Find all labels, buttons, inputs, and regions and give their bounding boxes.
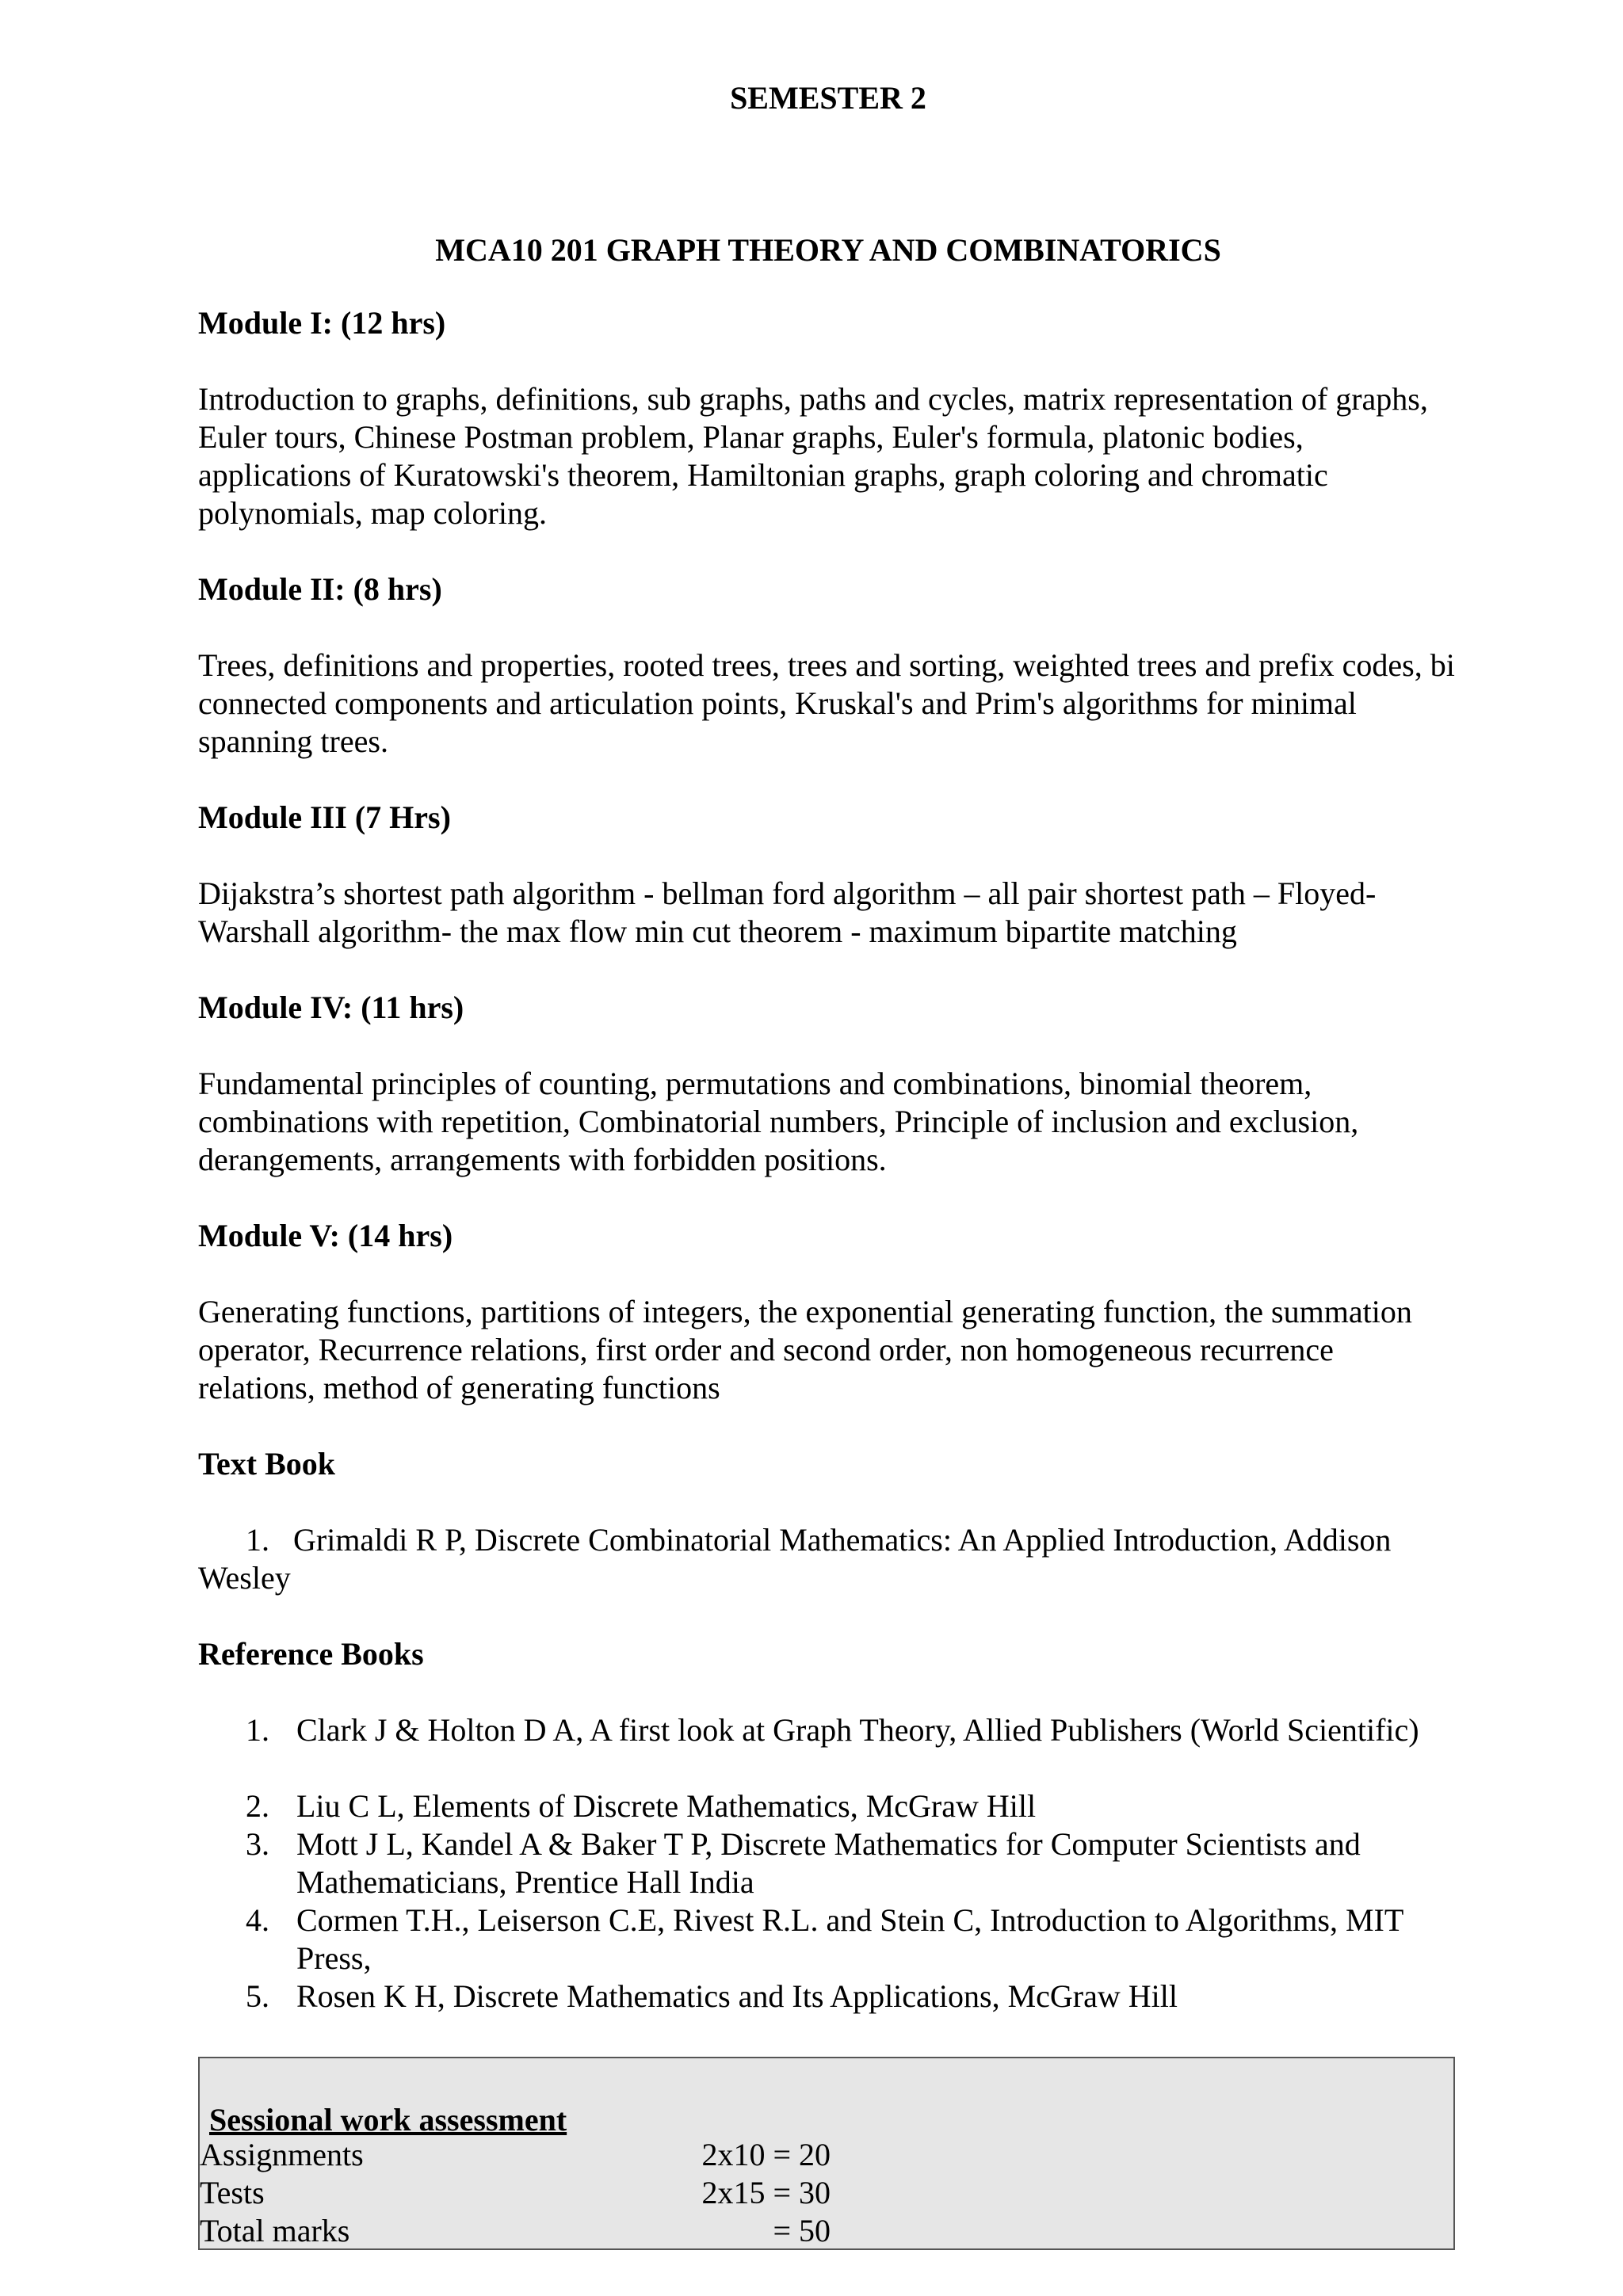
- reference-books-heading: Reference Books: [198, 1636, 424, 1672]
- text-book-heading: Text Book: [198, 1446, 336, 1482]
- course-title: MCA10 201 GRAPH THEORY AND COMBINATORICS: [435, 232, 1221, 268]
- module-1-text: Introduction to graphs, definitions, sub graphs, paths and cycles, matrix representation of graphs, Euler tours, Chinese Postman problem, Planar graphs, Euler's formula, platonic bodies, applications of Kuratowski's theorem, Hamiltonian graphs, graph coloring and chromatic polynomials, map coloring.: [198, 381, 1428, 531]
- text-book-item: [198, 1521, 1458, 1597]
- assessment-value: 2x10 = 20: [701, 2137, 831, 2172]
- module-3-heading: Module III (7 Hrs): [198, 799, 451, 835]
- reference-item-text: Rosen K H, Discrete Mathematics and Its Applications, McGraw Hill: [296, 1978, 1178, 2014]
- reference-item-text: Liu C L, Elements of Discrete Mathematics, McGraw Hill: [296, 1788, 1037, 1824]
- assessment-label: Assignments: [200, 2137, 364, 2172]
- reference-item: [246, 1901, 1458, 1978]
- reference-item: [246, 1711, 1458, 1749]
- assessment-value: 2x15 = 30: [701, 2175, 831, 2210]
- assessment-value: = 50: [773, 2213, 831, 2248]
- reference-item: [246, 1825, 1458, 1901]
- reference-item-text: Cormen T.H., Leiserson C.E, Rivest R.L. and Stein C, Introduction to Algorithms, MIT Press,: [296, 1902, 1403, 1976]
- module-1-heading: Module I: (12 hrs): [198, 305, 446, 341]
- assessment-label: Tests: [200, 2175, 265, 2210]
- reference-item-text: Mott J L, Kandel A & Baker T P, Discrete Mathematics for Computer Scientists and Mathematicians, Prentice Hall India: [296, 1826, 1361, 1900]
- text-book-item-number: 1.: [246, 1522, 269, 1558]
- assessment-title: Sessional work assessment: [209, 2102, 567, 2138]
- module-4-heading: Module IV: (11 hrs): [198, 990, 464, 1025]
- text-book-item-text: Grimaldi R P, Discrete Combinatorial Mathematics: An Applied Introduction, Addison Wesley: [198, 1522, 1392, 1596]
- reference-item-text: Clark J & Holton D A, A first look at Graph Theory, Allied Publishers (World Scientific): [296, 1712, 1419, 1748]
- semester-heading: SEMESTER 2: [730, 80, 926, 116]
- assessment-box: [198, 2057, 1455, 2250]
- module-3-text: Dijakstra’s shortest path algorithm - bellman ford algorithm – all pair shortest path – Floyed-Warshall algorithm- the max flow min cut theorem - maximum bipartite matching: [198, 875, 1377, 949]
- reference-item-number: 4.: [246, 1902, 269, 1938]
- reference-item-number: 1.: [246, 1712, 269, 1748]
- module-2-text: Trees, definitions and properties, rooted trees, trees and sorting, weighted trees and prefix codes, bi connected components and articulation points, Kruskal's and Prim's algorithms for minimal spanning trees.: [198, 647, 1455, 759]
- module-4-text: Fundamental principles of counting, permutations and combinations, binomial theorem, combinations with repetition, Combinatorial numbers, Principle of inclusion and exclusion, derangements, arrangements with forbidden positions.: [198, 1066, 1359, 1177]
- reference-item: [246, 1787, 1458, 1825]
- module-5-heading: Module V: (14 hrs): [198, 1218, 453, 1253]
- assessment-label: Total marks: [200, 2213, 350, 2248]
- module-5-text: Generating functions, partitions of integers, the exponential generating function, the summation operator, Recurrence relations, first order and second order, non homogeneous recurrence relations, method of generating functions: [198, 1294, 1412, 1405]
- reference-item-number: 5.: [246, 1978, 269, 2014]
- reference-item-number: 2.: [246, 1788, 269, 1824]
- reference-item: [246, 1978, 1458, 2016]
- module-2-heading: Module II: (8 hrs): [198, 571, 442, 607]
- reference-item-number: 3.: [246, 1826, 269, 1862]
